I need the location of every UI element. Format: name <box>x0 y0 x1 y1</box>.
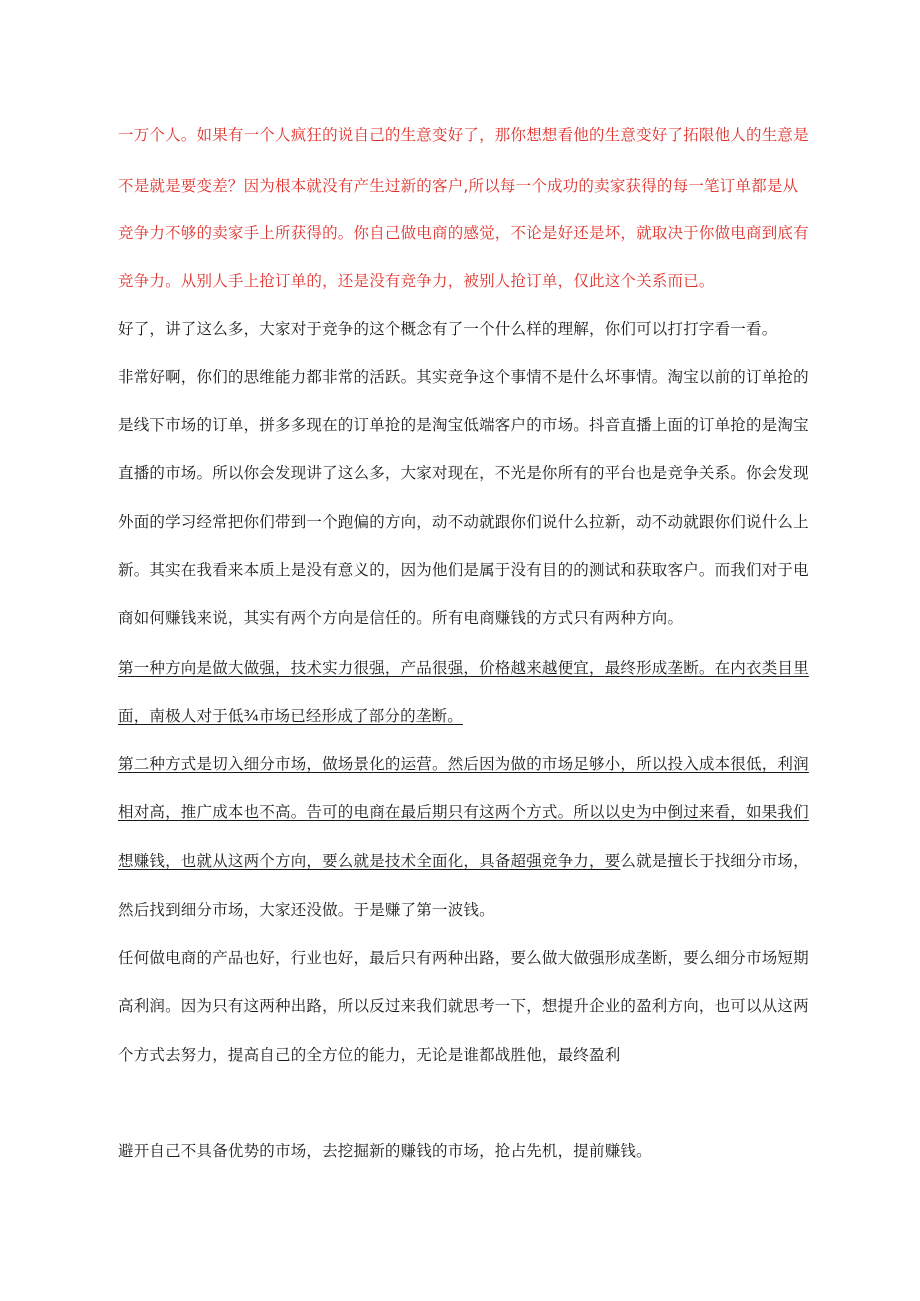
paragraph-5-line-3: 个方式去努力，提高自己的全方位的能力，无论是谁都战胜他，最终盈利 <box>118 1046 621 1064</box>
paragraph-3-line-1: 第一种方向是做大做强，技术实力很强，产品很强，价格越来越便宜，最终形成垄断。在内衣类目里 <box>118 659 809 677</box>
paragraph-2-line-5: 新。其实在我看来本质上是没有意义的，因为他们是属于没有目的的测试和获取客户。而我们对于电 <box>118 561 809 579</box>
paragraph-4-line-3-tail: 么就是擅长于找细分市场， <box>620 852 809 870</box>
paragraph-2-line-1: 非常好啊，你们的思维能力都非常的活跃。其实竞争这个事情不是什么坏事情。淘宝以前的订单抢的 <box>118 368 809 386</box>
paragraph-6: 避开自己不具备优势的市场，去挖掘新的赚钱的市场，抢占先机，提前赚钱。 <box>118 1142 652 1160</box>
red-paragraph-line-3: 竞争力不够的卖家手上所获得的。你自己做电商的感觉，不论是好还是坏，就取决于你做电商到底有 <box>118 224 809 242</box>
paragraph-4-line-3-underlined: 想赚钱，也就从这两个方向，要么就是技术全面化，具备超强竞争力，要 <box>118 852 621 870</box>
paragraph-5-line-2: 高利润。因为只有这两种出路，所以反过来我们就思考一下，想提升企业的盈利方向，也可以从这两 <box>118 997 809 1015</box>
paragraph-2-line-4: 外面的学习经常把你们带到一个跑偏的方向，动不动就跟你们说什么拉新，动不动就跟你们说什么上 <box>118 513 809 531</box>
paragraph-4-line-2: 相对高，推广成本也不高。告可的电商在最后期只有这两个方式。所以以史为中倒过来看，如果我们 <box>118 803 809 821</box>
red-paragraph-line-1: 一万个人。如果有一个人疯狂的说自己的生意变好了，那你想想看他的生意变好了拓限他人的生意是 <box>118 126 809 144</box>
red-paragraph-line-2: 不是就是要变差？因为根本就没有产生过新的客户,所以每一个成功的卖家获得的每一笔订单都是从 <box>118 177 799 195</box>
paragraph-4-line-3 <box>118 850 809 872</box>
paragraph-3-line-2: 面，南极人对于低¾市场已经形成了部分的垄断。 <box>118 707 463 725</box>
paragraph-2-line-6: 商如何赚钱来说，其实有两个方向是信任的。所有电商赚钱的方式只有两种方向。 <box>118 609 684 627</box>
red-paragraph-line-4: 竞争力。从别人手上抢订单的，还是没有竞争力，被别人抢订单，仅此这个关系而已。 <box>118 272 715 290</box>
paragraph-4-line-4: 然后找到细分市场，大家还没做。于是赚了第一波钱。 <box>118 901 495 919</box>
paragraph-5-line-1: 任何做电商的产品也好，行业也好，最后只有两种出路，要么做大做强形成垄断，要么细分市场短期 <box>118 949 809 967</box>
paragraph-2-line-3: 直播的市场。所以你会发现讲了这么多，大家对现在，不光是你所有的平台也是竞争关系。你会发现 <box>118 464 809 482</box>
paragraph-1: 好了，讲了这么多，大家对于竞争的这个概念有了一个什么样的理解，你们可以打打字看一看。 <box>118 320 778 338</box>
paragraph-4-line-1: 第二种方式是切入细分市场，做场景化的运营。然后因为做的市场足够小，所以投入成本很低，利润 <box>118 755 809 773</box>
paragraph-2-line-2: 是线下市场的订单，拼多多现在的订单抢的是淘宝低端客户的市场。抖音直播上面的订单抢的是淘宝 <box>118 416 809 434</box>
